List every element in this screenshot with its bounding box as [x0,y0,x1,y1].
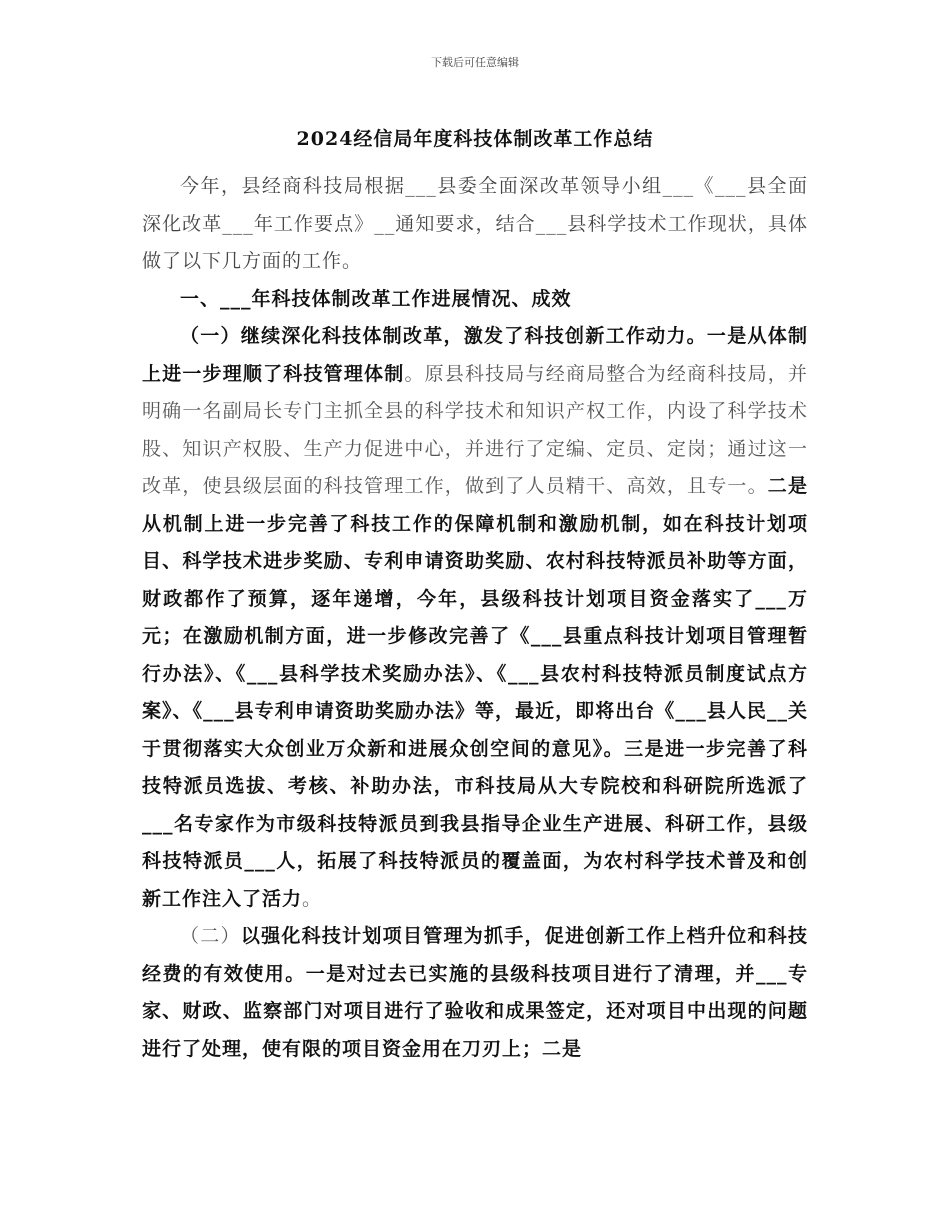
header-note: 下载后可任意编辑 [431,56,519,69]
paragraph-1-normal-a: 。原县科技局与经商局整合为经商科技局，并明确一名副局长专门主抓全县的科学技术和知识产权工作，内设了科学技术股、知识产权股、生产力促进中心，并进行了定编、定员、定岗；通过这一改革，使县级层面的科技管理工作，做到了人员精干、高效，且专一。 [142,362,808,497]
paragraph-2 [142,918,808,1068]
paragraph-1 [142,318,808,918]
paragraph-1-end: 。 [302,887,323,910]
document-title: 2024经信局年度科技体制改革工作总结 [296,128,654,150]
section-heading-1: 一、___年科技体制改革工作进展情况、成效 [180,287,572,310]
paragraph-1-bold-a: （一）继续深化科技体制改革，激发了科技创新工作动力。一是从体制上进一步理顺了科技管理体制 [142,325,808,385]
paragraph-2-normal-a: （二） [180,925,241,947]
paragraph-1-bold-b: 二是从机制上进一步完善了科技工作的保障机制和激励机制，如在科技计划项目、科学技术进步奖励、专利申请资助奖励、农村科技特派员补助等方面，财政都作了预算，逐年递增，今年，县级科技计划项目资金落实了___万元；在激励机制方面，进一步修改完善了《___县重点科技计划项目管理暂行办法》、《___县科学技术奖励办法》、《___县农村科技特派员制度试点方案》、《___县专利申请资助奖励办法》等，最近，即将出台《___县人民__关于贯彻落实大众创业万众新和进展众创空间的意见》。三是进一步完善了科技特派员选拔、考核、补助办法，市科技局从大专院校和科研院所选派了___名专家作为市级科技特派员到我县指导企业生产进展、科研工作，县级科技特派员___人，拓展了科技特派员的覆盖面，为农村科学技术普及和创新工作注入了活力 [142,475,808,910]
intro-paragraph: 今年，县经商科技局根据___县委全面深改革领导小组___《___县全面深化改革___年工作要点》__通知要求，结合___县科学技术工作现状，具体做了以下几方面的工作。 [142,175,808,272]
document-body [142,168,808,1068]
paragraph-2-bold-a: 以强化科技计划项目管理为抓手，促进创新工作上档升位和科技经费的有效使用。一是对过去已实施的县级科技项目进行了清理，并___专家、财政、监察部门对项目进行了验收和成果签定，还对项目中出现的问题进行了处理，使有限的项目资金用在刀刃上；二是 [142,925,808,1060]
